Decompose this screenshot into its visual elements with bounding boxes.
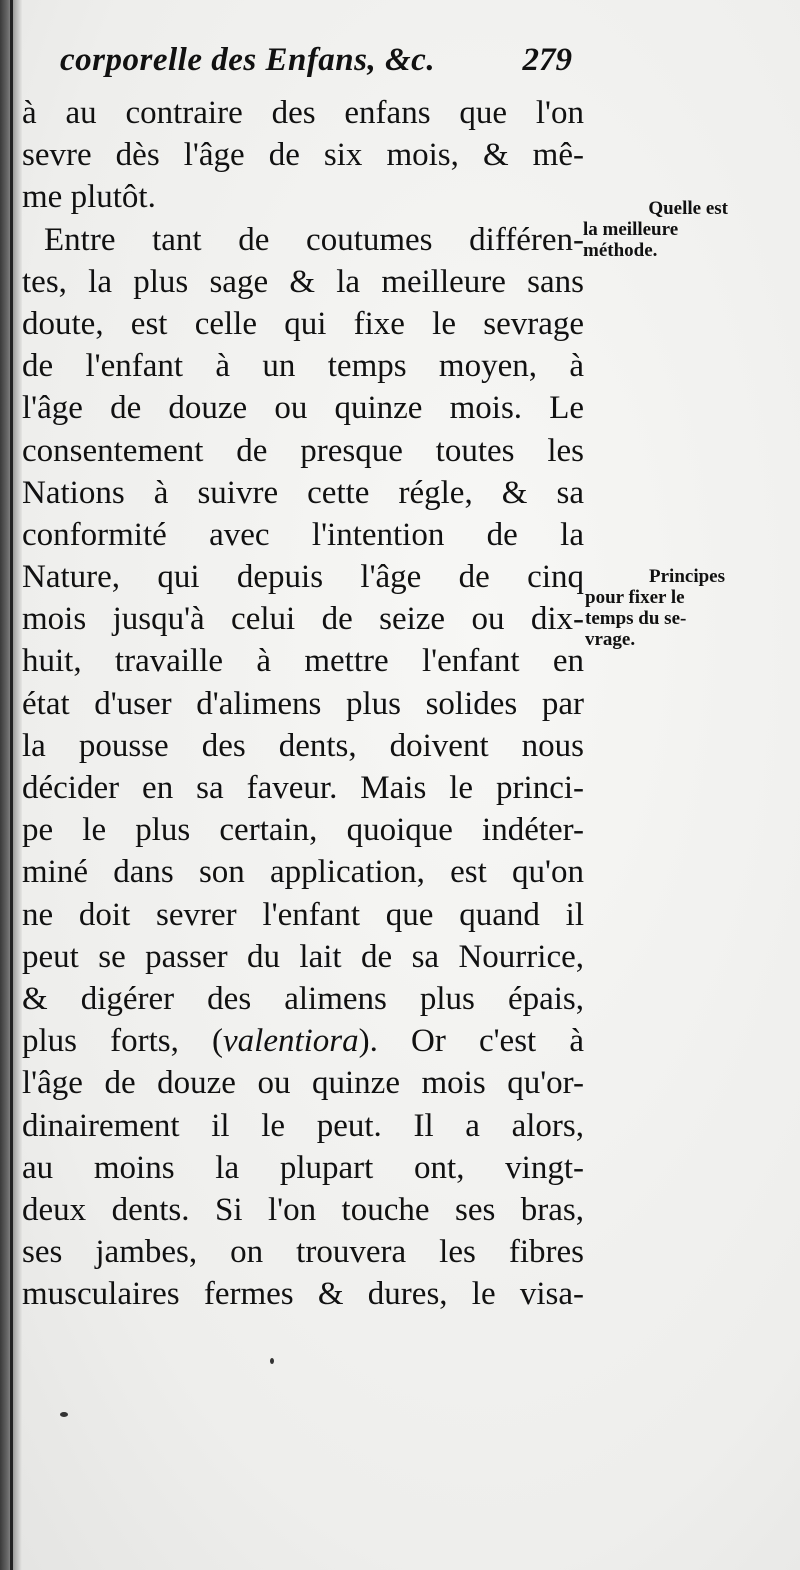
margin-note-line: temps du se-: [585, 608, 687, 629]
page-header: [60, 42, 580, 92]
text-line: doute, est celle qui fixe le sevrage: [22, 305, 584, 342]
text-line: décider en sa faveur. Mais le princi-: [22, 770, 584, 806]
text-line: l'âge de douze ou quinze mois qu'or-: [22, 1065, 584, 1102]
text-line: deux dents. Si l'on touche ses bras,: [22, 1191, 584, 1228]
ink-speck: [270, 1358, 274, 1364]
margin-note-line: vrage.: [585, 629, 636, 650]
text-line: me plutôt.: [22, 179, 156, 216]
text-line: plus forts, (valentiora). Or c'est à: [22, 1023, 584, 1060]
text-line: musculaires fermes & dures, le visa-: [22, 1276, 584, 1313]
text-line: la pousse des dents, doivent nous: [22, 727, 584, 764]
text-line: huit, travaille à mettre l'enfant en: [22, 643, 584, 680]
text-line: pe le plus certain, quoique indéter-: [22, 812, 584, 849]
text-line: au moins la plupart ont, vingt-: [22, 1149, 584, 1186]
running-title: corporelle des Enfans, &c.: [60, 42, 436, 78]
text-line: Entre tant de coutumes différen-: [44, 221, 584, 258]
body-text: [22, 92, 584, 1315]
text-line: état d'user d'alimens plus solides par: [22, 685, 584, 722]
text-line: l'âge de douze ou quinze mois. Le: [22, 390, 584, 427]
text-line: sevre dès l'âge de six mois, & mê-: [22, 137, 584, 174]
text-line: peut se passer du lait de sa Nourrice,: [22, 938, 584, 975]
text-line: ses jambes, on trouvera les fibres: [22, 1234, 584, 1271]
text-line: ne doit sevrer l'enfant que quand il: [22, 896, 584, 933]
text-line: conformité avec l'intention de la: [22, 516, 584, 553]
binding-shadow-line: [10, 0, 13, 1570]
ink-speck: [60, 1412, 68, 1417]
margin-note-methode: [583, 198, 743, 261]
margin-note-line: Quelle est: [648, 198, 728, 219]
margin-note-line: Principes: [649, 566, 725, 587]
text-line: dinairement il le peut. Il a alors,: [22, 1107, 584, 1144]
page-number: 279: [522, 42, 572, 78]
text-line: consentement de presque toutes les: [22, 432, 584, 469]
text-line: Nations à suivre cette régle, & sa: [22, 474, 584, 511]
text-line: miné dans son application, est qu'on: [22, 854, 584, 891]
text-line: à au contraire des enfans que l'on: [22, 95, 584, 131]
text-line: & digérer des alimens plus épais,: [22, 980, 584, 1017]
text-line: de l'enfant à un temps moyen, à: [22, 348, 584, 385]
margin-note-line: la meilleure: [583, 219, 679, 240]
text-line: Nature, qui depuis l'âge de cinq: [22, 559, 584, 596]
margin-note-principes: [585, 566, 745, 650]
margin-note-line: pour fixer le: [585, 587, 685, 608]
margin-note-line: méthode.: [583, 240, 658, 261]
text-line: tes, la plus sage & la meilleure sans: [22, 263, 584, 300]
text-line: mois jusqu'à celui de seize ou dix-: [22, 601, 584, 638]
